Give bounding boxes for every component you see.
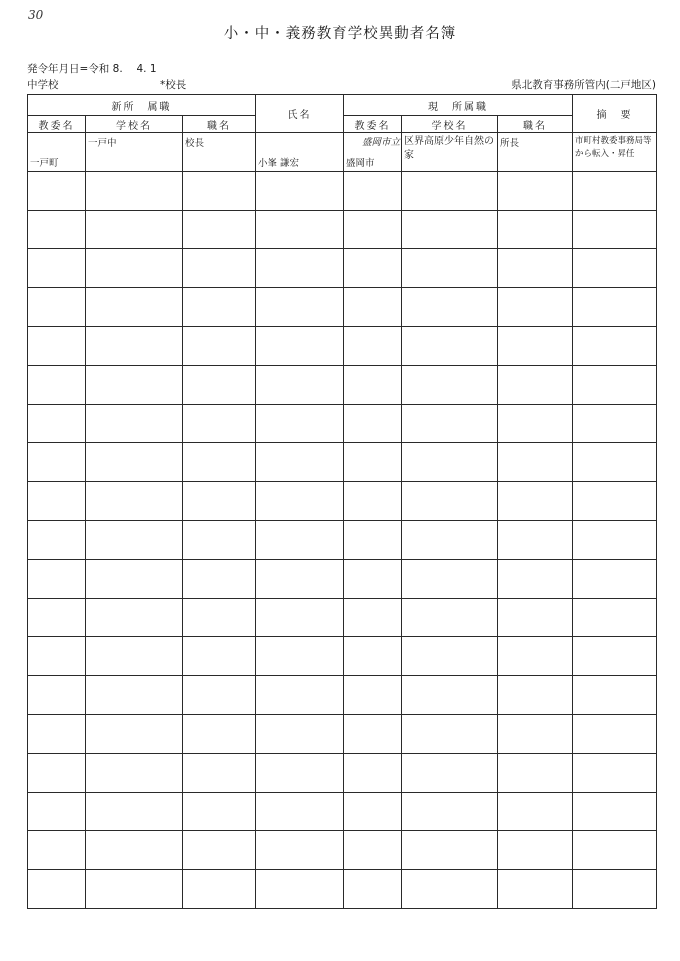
empty-cell (498, 598, 573, 637)
empty-cell (573, 171, 657, 210)
empty-cell (28, 443, 86, 482)
empty-cell (402, 753, 498, 792)
empty-cell (256, 714, 344, 753)
table-row (28, 133, 657, 172)
empty-cell (183, 443, 256, 482)
empty-cell (256, 676, 344, 715)
office-name: 県北教育事務所管内(二戸地区) (511, 79, 656, 91)
empty-cell (28, 831, 86, 870)
empty-cell (402, 676, 498, 715)
empty-cell (86, 210, 183, 249)
header-new-post: 職名 (183, 116, 256, 133)
current-school-value: 区界高原少年自然の家 (404, 136, 495, 161)
table-row (28, 210, 657, 249)
empty-cell (28, 365, 86, 404)
empty-cell (28, 792, 86, 831)
empty-cell (573, 870, 657, 909)
new-board-value: 一戸町 (30, 157, 59, 169)
empty-cell (402, 210, 498, 249)
table-row (28, 676, 657, 715)
header-current-affiliation: 現 所属職 (344, 95, 573, 116)
header-new-affiliation: 新所 属職 (28, 95, 256, 116)
empty-cell (573, 210, 657, 249)
empty-cell (402, 249, 498, 288)
issue-date: 発令年月日=令和 8. 4. 1 (27, 63, 157, 75)
empty-cell (183, 171, 256, 210)
empty-cell (183, 559, 256, 598)
empty-cell (498, 520, 573, 559)
table-row (28, 753, 657, 792)
empty-cell (402, 404, 498, 443)
empty-cell (573, 714, 657, 753)
empty-cell (402, 792, 498, 831)
empty-cell (28, 210, 86, 249)
empty-cell (573, 365, 657, 404)
empty-cell (28, 870, 86, 909)
empty-cell (402, 598, 498, 637)
empty-cell (344, 443, 402, 482)
empty-cell (256, 753, 344, 792)
empty-cell (256, 637, 344, 676)
empty-cell (28, 404, 86, 443)
empty-cell (183, 676, 256, 715)
empty-cell (573, 404, 657, 443)
empty-cell (256, 792, 344, 831)
empty-cell (344, 753, 402, 792)
empty-cell (498, 482, 573, 521)
empty-cell (86, 637, 183, 676)
empty-cell (402, 520, 498, 559)
empty-cell (256, 171, 344, 210)
school-type: 中学校 (27, 79, 59, 91)
remarks-value: 市町村教委事務局等から転入・昇任 (575, 136, 652, 159)
empty-cell (498, 714, 573, 753)
empty-cell (573, 482, 657, 521)
empty-cell (28, 482, 86, 521)
empty-cell (183, 714, 256, 753)
empty-cell (256, 598, 344, 637)
empty-cell (86, 831, 183, 870)
empty-cell (344, 792, 402, 831)
page-number: 30 (28, 8, 44, 22)
empty-cell (183, 249, 256, 288)
empty-cell (402, 831, 498, 870)
empty-cell (344, 637, 402, 676)
empty-cell (498, 792, 573, 831)
new-post-value: 校長 (185, 138, 205, 149)
empty-cell (573, 598, 657, 637)
empty-cell (86, 404, 183, 443)
empty-cell (344, 365, 402, 404)
empty-cell (28, 171, 86, 210)
empty-cell (498, 210, 573, 249)
empty-cell (573, 326, 657, 365)
empty-cell (256, 249, 344, 288)
empty-cell (498, 637, 573, 676)
empty-cell (183, 520, 256, 559)
empty-cell (344, 559, 402, 598)
table-row (28, 637, 657, 676)
empty-cell (86, 520, 183, 559)
empty-cell (344, 520, 402, 559)
empty-cell (256, 831, 344, 870)
handwritten-board-note: 盛岡市立 (362, 137, 401, 148)
empty-cell (402, 326, 498, 365)
empty-cell (256, 210, 344, 249)
empty-cell (86, 288, 183, 327)
empty-cell (86, 365, 183, 404)
empty-cell (573, 443, 657, 482)
empty-cell (183, 598, 256, 637)
empty-cell (183, 792, 256, 831)
empty-cell (344, 249, 402, 288)
empty-cell (256, 559, 344, 598)
empty-cell (256, 404, 344, 443)
header-current-school: 学校名 (402, 116, 498, 133)
roster-table (27, 94, 657, 909)
current-post-value: 所長 (500, 138, 520, 149)
header-current-post: 職名 (498, 116, 573, 133)
table-row (28, 171, 657, 210)
empty-cell (86, 870, 183, 909)
page-title: 小・中・義務教育学校異動者名簿 (223, 26, 457, 42)
empty-cell (256, 482, 344, 521)
header-new-school: 学校名 (86, 116, 183, 133)
table-row (28, 792, 657, 831)
empty-cell (256, 520, 344, 559)
position-marker: *校長 (160, 79, 187, 91)
table-row (28, 520, 657, 559)
header-current-board: 教委名 (344, 116, 402, 133)
person-name-value: 小峯 謙宏 (258, 157, 300, 169)
header-remarks: 摘 要 (573, 95, 657, 133)
empty-cell (183, 404, 256, 443)
empty-cell (183, 870, 256, 909)
empty-cell (344, 676, 402, 715)
empty-cell (28, 520, 86, 559)
empty-cell (28, 676, 86, 715)
table-row (28, 326, 657, 365)
empty-cell (183, 210, 256, 249)
table-row (28, 288, 657, 327)
empty-cell (86, 559, 183, 598)
empty-cell (498, 249, 573, 288)
empty-cell (402, 637, 498, 676)
empty-cell (183, 365, 256, 404)
empty-cell (86, 676, 183, 715)
table-row (28, 365, 657, 404)
empty-cell (498, 288, 573, 327)
empty-cell (498, 404, 573, 443)
empty-cell (183, 753, 256, 792)
empty-cell (498, 870, 573, 909)
empty-cell (573, 559, 657, 598)
empty-cell (402, 171, 498, 210)
table-row (28, 598, 657, 637)
current-board-value: 盛岡市 (346, 157, 375, 169)
empty-cell (183, 482, 256, 521)
empty-cell (498, 831, 573, 870)
table-row (28, 831, 657, 870)
empty-cell (256, 870, 344, 909)
empty-cell (498, 326, 573, 365)
empty-cell (256, 326, 344, 365)
empty-cell (86, 482, 183, 521)
empty-cell (28, 598, 86, 637)
empty-cell (498, 559, 573, 598)
table-row (28, 714, 657, 753)
empty-cell (86, 443, 183, 482)
empty-cell (402, 482, 498, 521)
table-row (28, 249, 657, 288)
empty-cell (344, 288, 402, 327)
table-row (28, 404, 657, 443)
empty-cell (573, 753, 657, 792)
empty-cell (344, 326, 402, 365)
empty-cell (498, 171, 573, 210)
empty-cell (402, 714, 498, 753)
empty-cell (344, 714, 402, 753)
empty-cell (183, 831, 256, 870)
empty-cell (498, 365, 573, 404)
empty-cell (498, 676, 573, 715)
empty-cell (28, 288, 86, 327)
empty-cell (256, 365, 344, 404)
empty-cell (183, 288, 256, 327)
empty-cell (86, 792, 183, 831)
empty-cell (498, 443, 573, 482)
header-name: 氏名 (256, 95, 344, 133)
empty-cell (573, 249, 657, 288)
empty-cell (344, 482, 402, 521)
table-row (28, 482, 657, 521)
empty-cell (183, 637, 256, 676)
empty-cell (86, 171, 183, 210)
header-new-board: 教委名 (28, 116, 86, 133)
empty-cell (28, 637, 86, 676)
empty-cell (28, 559, 86, 598)
table-row (28, 870, 657, 909)
empty-cell (344, 870, 402, 909)
empty-cell (402, 365, 498, 404)
empty-cell (28, 714, 86, 753)
empty-cell (344, 171, 402, 210)
empty-cell (86, 753, 183, 792)
empty-cell (402, 443, 498, 482)
empty-cell (28, 249, 86, 288)
empty-cell (402, 288, 498, 327)
empty-cell (573, 288, 657, 327)
empty-cell (86, 249, 183, 288)
new-school-value: 一戸中 (88, 138, 117, 149)
empty-cell (256, 443, 344, 482)
empty-cell (402, 559, 498, 598)
empty-cell (498, 753, 573, 792)
empty-cell (86, 598, 183, 637)
empty-cell (573, 520, 657, 559)
empty-cell (256, 288, 344, 327)
empty-cell (183, 326, 256, 365)
empty-cell (28, 753, 86, 792)
table-row (28, 443, 657, 482)
empty-cell (573, 831, 657, 870)
empty-cell (86, 714, 183, 753)
empty-cell (573, 792, 657, 831)
empty-cell (86, 326, 183, 365)
empty-cell (344, 598, 402, 637)
empty-cell (344, 210, 402, 249)
empty-cell (344, 831, 402, 870)
empty-cell (573, 637, 657, 676)
empty-cell (402, 870, 498, 909)
empty-cell (344, 404, 402, 443)
empty-cell (573, 676, 657, 715)
table-row (28, 559, 657, 598)
empty-cell (28, 326, 86, 365)
